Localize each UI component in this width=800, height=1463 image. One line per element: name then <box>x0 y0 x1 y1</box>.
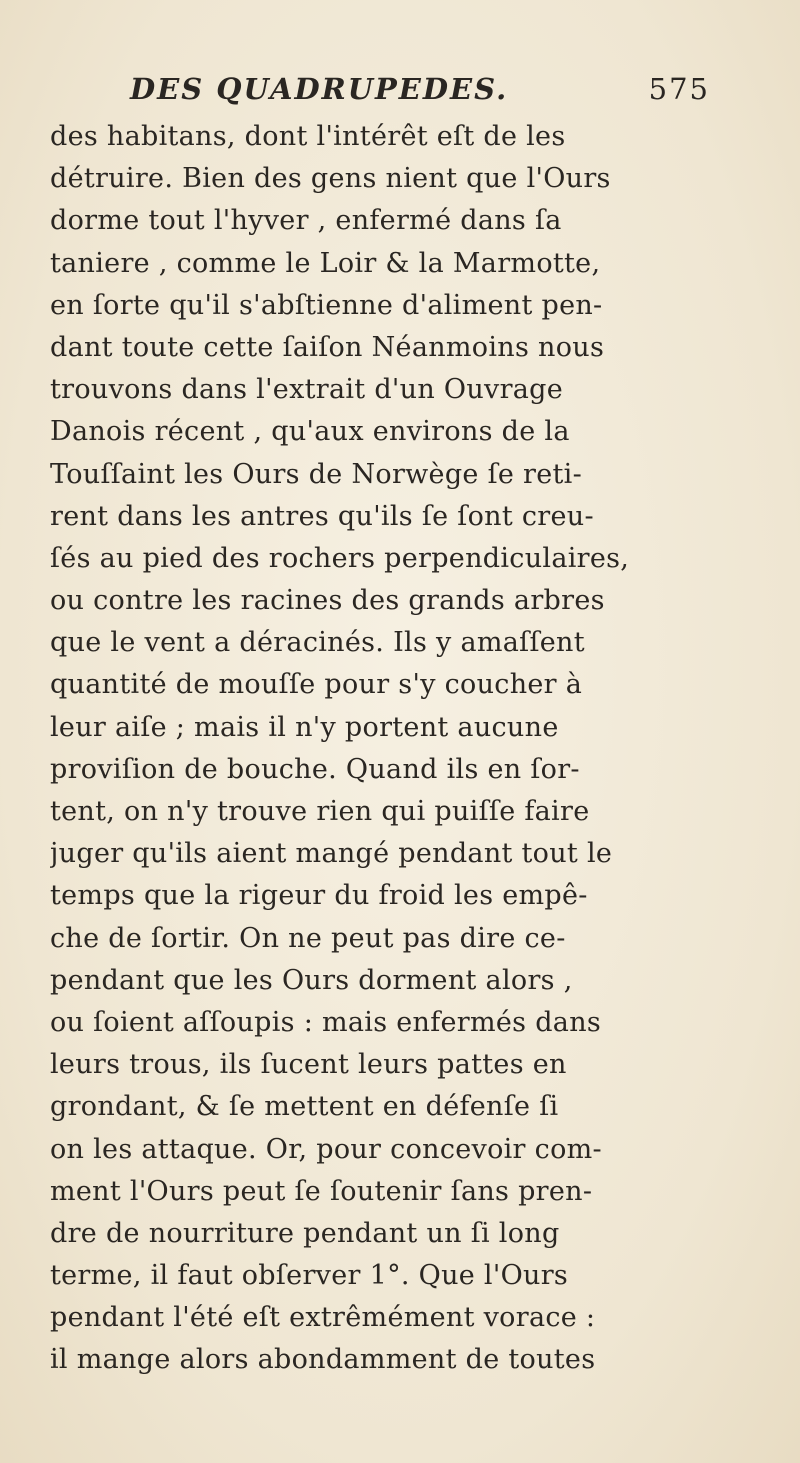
text-line: ſés au pied des rochers perpendiculaires, <box>50 542 630 574</box>
text-line: dorme tout l'hyver , enfermé dans ſa <box>50 205 562 237</box>
text-line: en ſorte qu'il s'abſtienne d'aliment pen- <box>50 289 603 321</box>
text-line: Touſſaint les Ours de Norwège ſe reti- <box>50 458 583 490</box>
text-line: rent dans les antres qu'ils ſe ſont creu- <box>50 500 594 532</box>
page-number: 575 <box>648 72 710 106</box>
text-line: leurs trous, ils ſucent leurs pattes en <box>50 1049 567 1081</box>
running-header <box>130 72 710 116</box>
text-line: ment l'Ours peut ſe ſoutenir ſans pren- <box>50 1175 593 1207</box>
text-line: ou contre les racines des grands arbres <box>50 585 605 617</box>
text-line: des habitans, dont l'intérêt eſt de les <box>50 121 566 152</box>
text-line: pendant l'été eſt extrêmément vorace : <box>50 1302 596 1334</box>
body-text <box>50 116 770 1382</box>
text-line: leur aiſe ; mais il n'y portent aucune <box>50 711 559 743</box>
text-line: pendant que les Ours dorment alors , <box>50 964 573 996</box>
text-line: juger qu'ils aient mangé pendant tout le <box>50 838 613 870</box>
text-line: grondant, & ſe mettent en défenſe ſi <box>50 1091 559 1123</box>
text-line: dant toute cette ſaiſon Néanmoins nous <box>50 331 605 363</box>
text-line: tent, on n'y trouve rien qui puiſſe faire <box>50 796 590 827</box>
text-line: Danois récent , qu'aux environs de la <box>50 416 570 448</box>
text-line: terme, il faut obſerver 1°. Que l'Ours <box>50 1260 569 1292</box>
text-line: il mange alors abondamment de toutes <box>50 1344 596 1376</box>
running-title: DES QUADRUPEDES. <box>130 72 509 106</box>
text-line: détruire. Bien des gens nient que l'Ours <box>50 163 611 195</box>
text-line: on les attaque. Or, pour concevoir com- <box>50 1133 602 1165</box>
text-line: quantité de mouſſe pour s'y coucher à <box>50 669 583 701</box>
text-line: taniere , comme le Loir & la Marmotte, <box>50 247 601 279</box>
text-line: trouvons dans l'extrait d'un Ouvrage <box>50 374 564 406</box>
text-line: temps que la rigeur du froid les empê- <box>50 880 588 912</box>
text-line: dre de nourriture pendant un ſi long <box>50 1217 560 1249</box>
text-line: che de ſortir. On ne peut pas dire ce- <box>50 922 566 954</box>
text-line: ou ſoient aſſoupis : mais enfermés dans <box>50 1006 602 1038</box>
text-line: que le vent a déracinés. Ils y amaſſent <box>50 627 585 659</box>
text-line: proviſion de bouche. Quand ils en ſor- <box>50 753 580 785</box>
